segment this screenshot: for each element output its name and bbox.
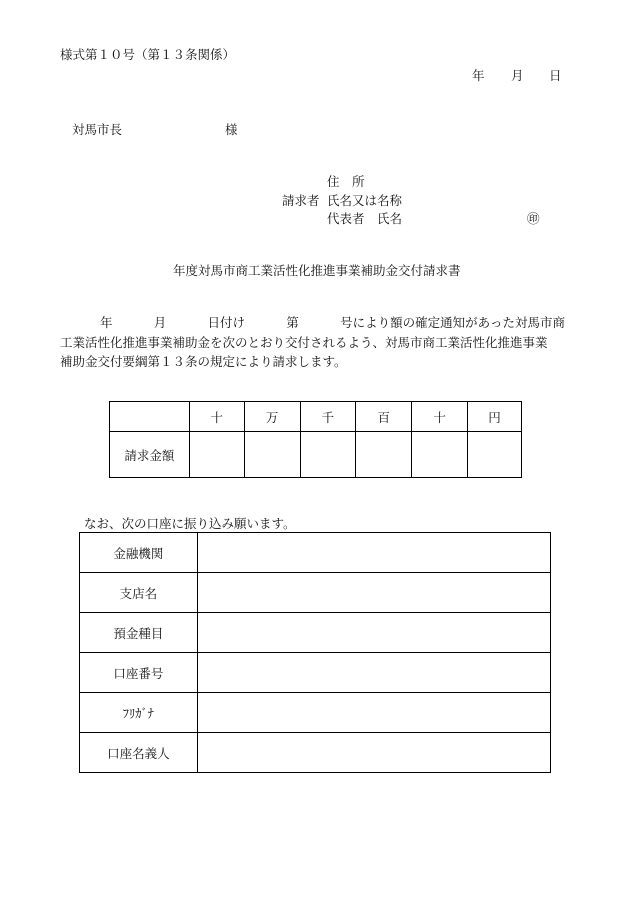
bank-row [80, 653, 551, 693]
body-dated: 日付け [207, 315, 246, 330]
amount-unit-header: 万 [244, 402, 300, 432]
name-label: 氏名又は名称 [327, 193, 403, 208]
amount-digit-cell[interactable] [356, 432, 412, 478]
body-line-1 [60, 313, 565, 333]
bank-row-value[interactable] [197, 613, 550, 653]
amount-header-blank [110, 402, 190, 432]
amount-row-label: 請求金額 [110, 432, 190, 478]
address-label: 住 所 [327, 174, 365, 189]
amount-unit-header: 百 [356, 402, 412, 432]
date-month-label: 月 [511, 68, 524, 83]
date-year-label: 年 [472, 68, 485, 83]
body-line-3: 補助金交付要綱第１３条の規定により請求します。 [60, 354, 347, 369]
bank-row-label: 預金種目 [80, 613, 198, 653]
amount-value-row [110, 432, 522, 478]
bank-row-value[interactable] [197, 733, 550, 773]
representative-label: 代表者 氏名 [327, 211, 403, 226]
seal-mark: ㊞ [527, 211, 540, 226]
bank-row [80, 573, 551, 613]
bank-row-value[interactable] [197, 693, 550, 733]
amount-table [109, 401, 522, 478]
bank-note: なお、次の口座に振り込み願います。 [84, 516, 296, 531]
bank-row [80, 613, 551, 653]
bank-row-value[interactable] [197, 533, 550, 573]
amount-digit-cell[interactable] [189, 432, 244, 478]
requester-label: 請求者 [282, 193, 320, 208]
amount-unit-header: 十 [412, 402, 468, 432]
amount-unit-header: 千 [300, 402, 356, 432]
amount-header-row [110, 402, 522, 432]
body-month: 月 [153, 315, 167, 330]
bank-row-label: 口座名義人 [80, 733, 198, 773]
amount-unit-header: 円 [468, 402, 522, 432]
bank-row [80, 533, 551, 573]
bank-row-label: 金融機関 [80, 533, 198, 573]
body-line-2: 工業活性化推進事業補助金を次のとおり交付されるよう、対馬市商工業活性化推進事業 [60, 334, 548, 350]
amount-digit-cell[interactable] [300, 432, 356, 478]
amount-unit-header: 十 [189, 402, 244, 432]
bank-row [80, 733, 551, 773]
bank-row-label: ﾌﾘｶﾞﾅ [80, 693, 198, 733]
date-day-label: 日 [549, 68, 562, 83]
amount-digit-cell[interactable] [412, 432, 468, 478]
amount-digit-cell[interactable] [244, 432, 300, 478]
bank-row-value[interactable] [197, 653, 550, 693]
request-body [60, 313, 565, 372]
addressee-honorific: 様 [225, 122, 238, 137]
body-number-suffix: 号により額の確定通知があった対馬市商 [340, 315, 565, 330]
document-title: 年度対馬市商工業活性化推進事業補助金交付請求書 [173, 263, 461, 278]
form-number: 様式第１０号（第１３条関係） [60, 47, 236, 62]
bank-row [80, 693, 551, 733]
addressee-name: 対馬市長 [72, 122, 123, 137]
body-number-prefix: 第 [286, 315, 299, 330]
bank-row-label: 支店名 [80, 573, 198, 613]
bank-row-value[interactable] [197, 573, 550, 613]
body-year: 年 [100, 315, 113, 330]
bank-row-label: 口座番号 [80, 653, 198, 693]
bank-account-table [79, 532, 551, 773]
amount-digit-cell[interactable] [468, 432, 522, 478]
